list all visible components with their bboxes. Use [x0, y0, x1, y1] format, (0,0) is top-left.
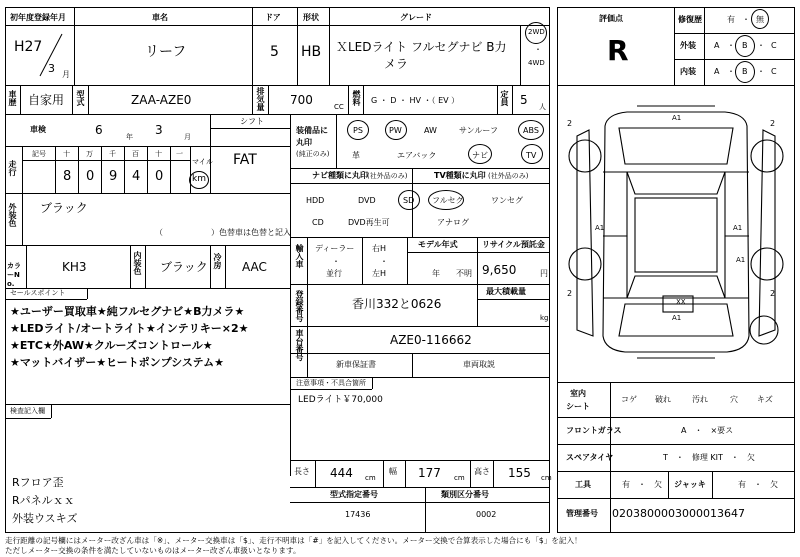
equip-leather: 革	[352, 151, 360, 160]
equip-pw: PW	[389, 126, 402, 135]
mileage-head-1: 十	[63, 150, 70, 158]
windshield-opts: A ・ ×要ス	[681, 426, 734, 435]
recycle-value: 9,650	[482, 263, 517, 277]
mile-label: マイル	[192, 158, 213, 166]
jack-label: ジャッキ	[674, 480, 706, 489]
diagram-a1: A1	[595, 224, 605, 232]
shift: FAT	[233, 152, 257, 168]
navi-dvd: DVD	[358, 196, 376, 205]
doors-label: ドア	[265, 13, 281, 22]
mileage-digit: 0	[86, 169, 95, 184]
jack-opts: 有 ・ 欠	[738, 480, 778, 489]
model-year-label: モデル年式	[418, 240, 458, 249]
sales-point-line: ★ETC★外AW★クルーズコントロール★	[10, 339, 213, 352]
plate-label: 登録番号	[295, 290, 304, 322]
drive-2wd: 2WD	[528, 28, 545, 36]
mileage-digit: 4	[132, 169, 141, 184]
inspection-month: 3	[155, 123, 163, 137]
diagram-a1: A1	[733, 224, 743, 232]
diagram-marker: 2	[567, 119, 573, 128]
mileage-digit: 9	[109, 169, 118, 184]
sales-point-line: ★ユーザー買取車★純フルセグナビ★B力メラ★	[10, 305, 245, 318]
equip-airbag: エアバック	[397, 151, 437, 160]
repair-no: 無	[756, 15, 764, 24]
diagram-marker: 2	[770, 289, 776, 298]
plate: 香川332と0626	[352, 297, 442, 311]
color-change-note: （ ）色替車は色替と記入	[155, 228, 291, 237]
grade-label: グレード	[400, 13, 432, 22]
tv-analog: アナログ	[437, 218, 469, 227]
fuel-label: 燃料	[352, 90, 361, 106]
mgmt-number: 0203800003000013647	[612, 507, 745, 520]
km-label: km	[192, 174, 206, 184]
inspector-note: Rフロア歪	[12, 476, 64, 489]
diagram-a1: A1	[672, 314, 682, 322]
warranty-book: 新車保証書	[336, 360, 376, 369]
footer-note-2: ただしメーター交換の条件を満たしていないものはメーター改ざん車扱いとなります。	[5, 546, 301, 555]
seat-burn: コゲ	[621, 395, 637, 404]
seat-scratch: キズ	[757, 395, 773, 404]
spare-opts: T ・ 修理 KIT ・ 欠	[663, 453, 755, 462]
tools-opts: 有 ・ 欠	[622, 480, 662, 489]
recycle-label: リサイクル預託金	[482, 240, 545, 249]
equip-aw: AW	[424, 126, 437, 135]
length: 444	[330, 466, 353, 480]
type-no-label: 型式指定番号	[330, 490, 378, 499]
import-right-h: 右H	[372, 244, 387, 253]
mileage-digit: 8	[63, 169, 72, 184]
displacement-label: 排気量	[256, 87, 265, 111]
navi-types-label: ナビ種類に丸印	[312, 171, 368, 180]
import-parallel: 並行	[326, 269, 342, 278]
width-label: 幅	[389, 467, 397, 476]
navi-dvd-play: DVD再生可	[348, 218, 390, 227]
mileage-label: 走行	[8, 160, 17, 176]
equip-sunroof: サンルーフ	[459, 126, 498, 135]
car-name-label: 車名	[152, 13, 168, 22]
fuel-options: G ・ D ・ HV ・（ EV ）	[371, 96, 460, 105]
month-unit: 月	[62, 70, 70, 79]
tools-label: 工具	[575, 480, 591, 489]
equip-abs: ABS	[523, 126, 539, 135]
shape: HB	[301, 44, 322, 60]
type-no: 17436	[345, 510, 371, 519]
sales-point-line: ★LEDライト/オートライト★インテリキー×2★	[10, 322, 249, 335]
exterior-color-label: 外装色	[8, 203, 17, 227]
diagram-marker: 2	[770, 119, 776, 128]
model-year-unknown: 不明	[456, 269, 472, 278]
diagram-a1: A1	[736, 256, 746, 264]
grade-line1: ＸLEDライト フルセグナビ B力	[336, 40, 507, 54]
inspection-label: 車検	[30, 125, 46, 134]
doors: 5	[270, 44, 279, 60]
mileage-head-0: 記号	[32, 150, 46, 158]
seat-hole: 穴	[730, 395, 738, 404]
car-damage-diagram	[557, 86, 795, 382]
windshield-label: フロントガラス	[566, 426, 622, 435]
mileage-head-2: 万	[86, 150, 93, 158]
sales-point-line: ★マットバイザー★ヒートポンプシステム★	[10, 356, 224, 369]
inspector-note: 外装ウスキズ	[12, 512, 78, 525]
inspection-year: 6	[95, 123, 103, 137]
tv-types-label: TV種類に丸印	[434, 171, 486, 180]
exterior-color: ブラック	[40, 201, 88, 215]
sales-points-label: セールスポイント	[10, 289, 66, 297]
width: 177	[418, 466, 441, 480]
diagram-a1: A1	[672, 114, 682, 122]
max-load-label: 最大積載量	[486, 287, 526, 296]
usage-label: 車歴	[8, 90, 17, 106]
equipment-label-2: 丸印	[296, 138, 312, 147]
mileage-head-5: 十	[155, 150, 162, 158]
capacity-label: 定員	[500, 90, 509, 106]
import-label: 輸入車	[295, 244, 304, 268]
navi-sd: SD	[403, 196, 415, 205]
height-label: 高さ	[474, 467, 490, 476]
color-no: KH3	[62, 260, 87, 274]
navi-hdd: HDD	[306, 196, 325, 205]
navi-cd: CD	[312, 218, 324, 227]
seat-stain: 汚れ	[692, 395, 708, 404]
car-name: リーフ	[145, 44, 187, 60]
person-unit: 人	[539, 103, 546, 111]
ac-label: 冷房	[213, 253, 222, 269]
equip-navi: ナビ	[472, 151, 488, 160]
mileage-head-6: 一	[176, 150, 183, 158]
diagram-marker: 2	[567, 289, 573, 298]
interior-color-label: 内装色	[133, 251, 142, 275]
diagram-xx: XX	[676, 298, 686, 306]
import-dealer: ディーラー	[315, 244, 355, 253]
shift-label: シフト	[240, 117, 264, 126]
class-no-label: 類別区分番号	[441, 490, 489, 499]
interior-color: ブラック	[160, 260, 208, 274]
mileage-head-4: 百	[132, 150, 139, 158]
inspector-notes-label: 検査記入欄	[10, 407, 45, 415]
repair-yes: 有	[727, 15, 735, 24]
seat-label-2: シート	[566, 402, 590, 411]
spare-label: スペアタイヤ	[566, 453, 614, 462]
equip-ps: PS	[353, 126, 363, 135]
footer-note-1: 走行距離の記号欄にはメーター改ざん車は「※」、メーター交換車は「$」、走行不明車は「#」を記入してください。メーター交換で合算表示した場合にも「$」を記入！	[5, 536, 582, 545]
mgmt-label: 管理番号	[566, 509, 598, 518]
notes-label: 注意事項・不具合箇所	[296, 379, 366, 387]
model-label: 型式	[76, 90, 85, 106]
mileage-digit: 0	[155, 169, 164, 184]
note-line: LEDライト￥70,000	[298, 395, 383, 405]
color-no-label: カラーNo.	[7, 262, 21, 288]
length-label: 長さ	[294, 467, 310, 476]
first-reg-month: 3	[48, 62, 55, 75]
equipment-label-1: 装備品に	[296, 126, 328, 135]
score: R	[607, 34, 629, 67]
capacity: 5	[520, 93, 528, 107]
chassis: AZE0-116662	[390, 333, 472, 347]
interior-grade-label: 内装	[680, 67, 696, 76]
tv-oneseg: ワンセグ	[491, 196, 523, 205]
equipment-label-3: (純正のみ)	[296, 150, 330, 158]
usage: 自家用	[28, 93, 65, 107]
seat-label-1: 室内	[570, 389, 586, 398]
tv-fullseg: フルセグ	[432, 196, 464, 205]
height: 155	[508, 466, 531, 480]
repair-label: 修復歴	[678, 15, 702, 24]
exterior-grade-label: 外装	[680, 41, 696, 50]
cc-unit: CC	[334, 103, 344, 111]
score-label: 評価点	[599, 14, 623, 23]
manual-book: 車両取説	[463, 360, 495, 369]
model: ZAA-AZE0	[131, 93, 192, 107]
shape-label: 形状	[303, 13, 319, 22]
class-no: 0002	[476, 510, 497, 519]
ac: AAC	[242, 260, 267, 274]
import-left-h: 左H	[372, 269, 387, 278]
grade-line2: メラ	[384, 57, 409, 71]
mileage-head-3: 千	[109, 150, 116, 158]
first-reg-label: 初年度登録年月	[10, 13, 66, 22]
chassis-label: 車台番号	[295, 329, 304, 361]
inspector-note: Rパネルｘｘ	[12, 494, 75, 507]
drive-4wd: 4WD	[528, 59, 545, 67]
seat-tear: 破れ	[655, 395, 671, 404]
equip-tv: TV	[526, 151, 537, 160]
first-reg-era: H27	[14, 39, 43, 55]
displacement: 700	[290, 93, 313, 107]
